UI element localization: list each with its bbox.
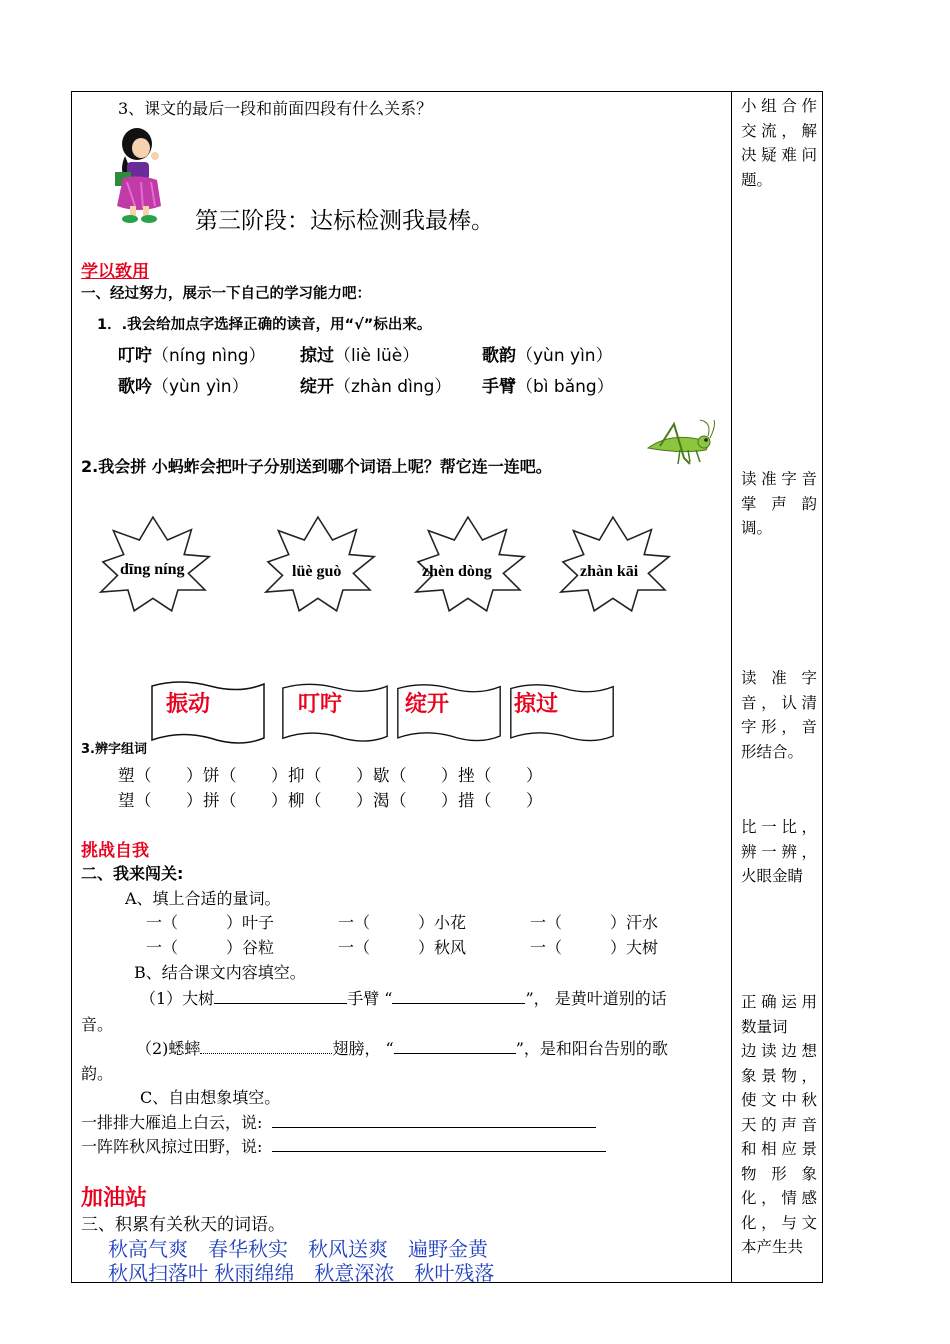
side-note-line: 调。 (741, 519, 773, 537)
word: 绽开 (300, 377, 334, 397)
fill-text: ”， 是黄叶道别的话 (525, 989, 667, 1008)
side-note-line: 形结合。 (741, 742, 804, 761)
side-note-line: 边读边想 (741, 1042, 817, 1060)
pinyin-choice[interactable]: （yùn yìn） (516, 346, 613, 366)
chars-row-2: 望（ ）拼（ ）柳（ ）渴（ ）措（ ） (118, 791, 543, 810)
section2-intro: 二、我来闯关: (81, 864, 184, 883)
autumn-word: 遍野金黄 (408, 1237, 488, 1261)
autumn-word: 秋雨绵绵 (214, 1261, 295, 1285)
side-note-line: 读准字音 (741, 470, 817, 488)
side-note-line: 物 形 象 (741, 1164, 817, 1183)
blank-field[interactable] (392, 989, 525, 1004)
side-note-line: 火眼金睛 (741, 867, 804, 885)
flag-label: 叮咛 (298, 692, 343, 717)
heading-challenge: 挑战自我 (81, 841, 149, 861)
word: 歌韵 (482, 346, 516, 366)
side-note-line: 比一比， (741, 818, 817, 836)
fill-b1 (140, 986, 667, 1009)
question-3: 3、课文的最后一段和前面四段有什么关系？ (118, 99, 433, 118)
side-note-line: 决疑难问 (741, 146, 817, 164)
leaf-label: lüè guò (292, 563, 342, 580)
side-note-line: 象景物， (741, 1066, 817, 1085)
part-c-title: C、自由想象填空。 (140, 1088, 281, 1107)
pinyin-row-2b (300, 372, 451, 397)
leaf-label: dīng níng (120, 561, 185, 578)
leaf-label: zhàn kāi (580, 563, 639, 580)
pinyin-choice[interactable]: （níng nìng） (152, 346, 266, 366)
side-note-2 (741, 467, 817, 541)
chars-row-1: 塑（ ）饼（ ）抑（ ）歇（ ）挫（ ） (118, 766, 543, 785)
pinyin-row-1b (300, 341, 419, 366)
flag-label: 掠过 (514, 692, 559, 717)
word: 叮咛 (118, 346, 152, 366)
pinyin-row-1c (482, 341, 613, 366)
blank-field[interactable] (272, 1113, 596, 1128)
word: 手臂 (482, 377, 516, 397)
pinyin-choice[interactable]: （zhàn dìng） (334, 377, 452, 397)
word: 歌吟 (118, 377, 152, 397)
autumn-word: 秋意深浓 (314, 1261, 395, 1285)
blank-field[interactable] (394, 1039, 516, 1054)
word: 掠过 (300, 346, 334, 366)
side-note-line: 音，认清 (741, 693, 817, 712)
side-note-line: 辨一辨， (741, 842, 817, 861)
pinyin-row-2 (118, 372, 249, 397)
side-note-4 (741, 815, 817, 889)
autumn-word: 秋叶残落 (414, 1261, 495, 1285)
part-a-title: A、填上合适的量词。 (125, 889, 281, 908)
side-note-line: 掌 声 韵 (741, 494, 817, 513)
column-divider (731, 91, 732, 1283)
side-note-line: 和相应景 (741, 1140, 817, 1158)
measure-word-6[interactable]: 一（ ）大树 (530, 938, 659, 957)
stage-title: 第三阶段：达标检测我最棒。 (195, 208, 494, 234)
section1-intro: 一、经过努力，展示一下自己的学习能力吧： (81, 286, 371, 302)
autumn-word: 春华秋实 (208, 1237, 288, 1261)
heading-apply: 学以致用 (81, 262, 149, 282)
fill-b1-tail: 音。 (81, 1015, 114, 1034)
fill-text: ”，是和阳台告别的歌 (515, 1039, 668, 1058)
fill-text: （1）大树 (140, 989, 215, 1008)
heading-fuel-station: 加油站 (81, 1186, 148, 1211)
side-note-line: 使文中秋 (741, 1091, 817, 1109)
side-note-line: 本产生共 (741, 1238, 804, 1256)
blank-field[interactable] (214, 989, 347, 1004)
pinyin-choice[interactable]: （liè lüè） (334, 346, 420, 366)
side-note-line: 数量词 (741, 1017, 788, 1036)
side-note-1 (741, 94, 817, 192)
fill-text: （2)蟋蟀 (136, 1039, 201, 1058)
pinyin-row-2c (482, 372, 614, 397)
measure-word-3[interactable]: 一（ ）汗水 (530, 913, 659, 932)
side-note-3 (741, 666, 817, 764)
side-note-line: 天的声音 (741, 1115, 817, 1134)
measure-word-2[interactable]: 一（ ）小花 (338, 913, 467, 932)
side-note-line: 读 准 字 (741, 669, 817, 687)
fill-b2-tail: 韵。 (81, 1064, 114, 1083)
flag-label: 绽开 (405, 692, 450, 717)
side-note-line: 化，与文 (741, 1213, 817, 1232)
pinyin-choice[interactable]: （bì bǎng） (516, 377, 614, 397)
girl-illustration (105, 126, 171, 226)
fill-text: 一阵阵秋风掠过田野，说: (81, 1137, 263, 1156)
pinyin-choice[interactable]: （yùn yìn） (152, 377, 249, 397)
side-note-5 (741, 990, 817, 1260)
side-note-line: 交流，解 (741, 121, 817, 140)
measure-word-1[interactable]: 一（ ）叶子 (146, 913, 275, 932)
task-1: 1．.我会给加点字选择正确的读音，用“√”标出来。 (97, 317, 432, 333)
pinyin-row-1 (118, 341, 266, 366)
fill-text: 翅膀， “ (332, 1039, 394, 1058)
side-note-line: 字形，音 (741, 718, 817, 736)
fill-text: 一排排大雁追上白云，说: (81, 1113, 263, 1132)
measure-word-5[interactable]: 一（ ）秋风 (338, 938, 467, 957)
part-b-title: B、结合课文内容填空。 (134, 963, 306, 982)
autumn-word: 秋高气爽 (108, 1237, 188, 1261)
side-note-line: 题。 (741, 170, 773, 189)
flag-label: 振动 (166, 692, 211, 717)
task-3: 3.辨字组词 (81, 742, 147, 757)
side-note-line: 化，情感 (741, 1189, 817, 1207)
side-note-line: 正确运用 (741, 993, 817, 1011)
autumn-words-row-2 (108, 1257, 494, 1286)
side-note-line: 小组合作 (741, 97, 817, 115)
autumn-word: 秋风扫落叶 (108, 1261, 208, 1285)
blank-field[interactable] (272, 1137, 606, 1152)
measure-word-4[interactable]: 一（ ）谷粒 (146, 938, 275, 957)
section3-intro: 三、积累有关秋天的词语。 (81, 1215, 285, 1235)
fill-b2 (136, 1036, 668, 1059)
imagine-1 (81, 1110, 596, 1133)
autumn-word: 秋风送爽 (308, 1237, 388, 1261)
grasshopper-icon (640, 418, 716, 468)
fill-text: 手臂 “ (347, 989, 393, 1008)
imagine-2 (81, 1134, 606, 1157)
leaf-label: zhèn dòng (422, 563, 492, 580)
task-2: 2.我会拼 小蚂蚱会把叶子分别送到哪个词语上呢？帮它连一连吧。 (81, 457, 552, 476)
blank-field[interactable] (200, 1039, 332, 1054)
